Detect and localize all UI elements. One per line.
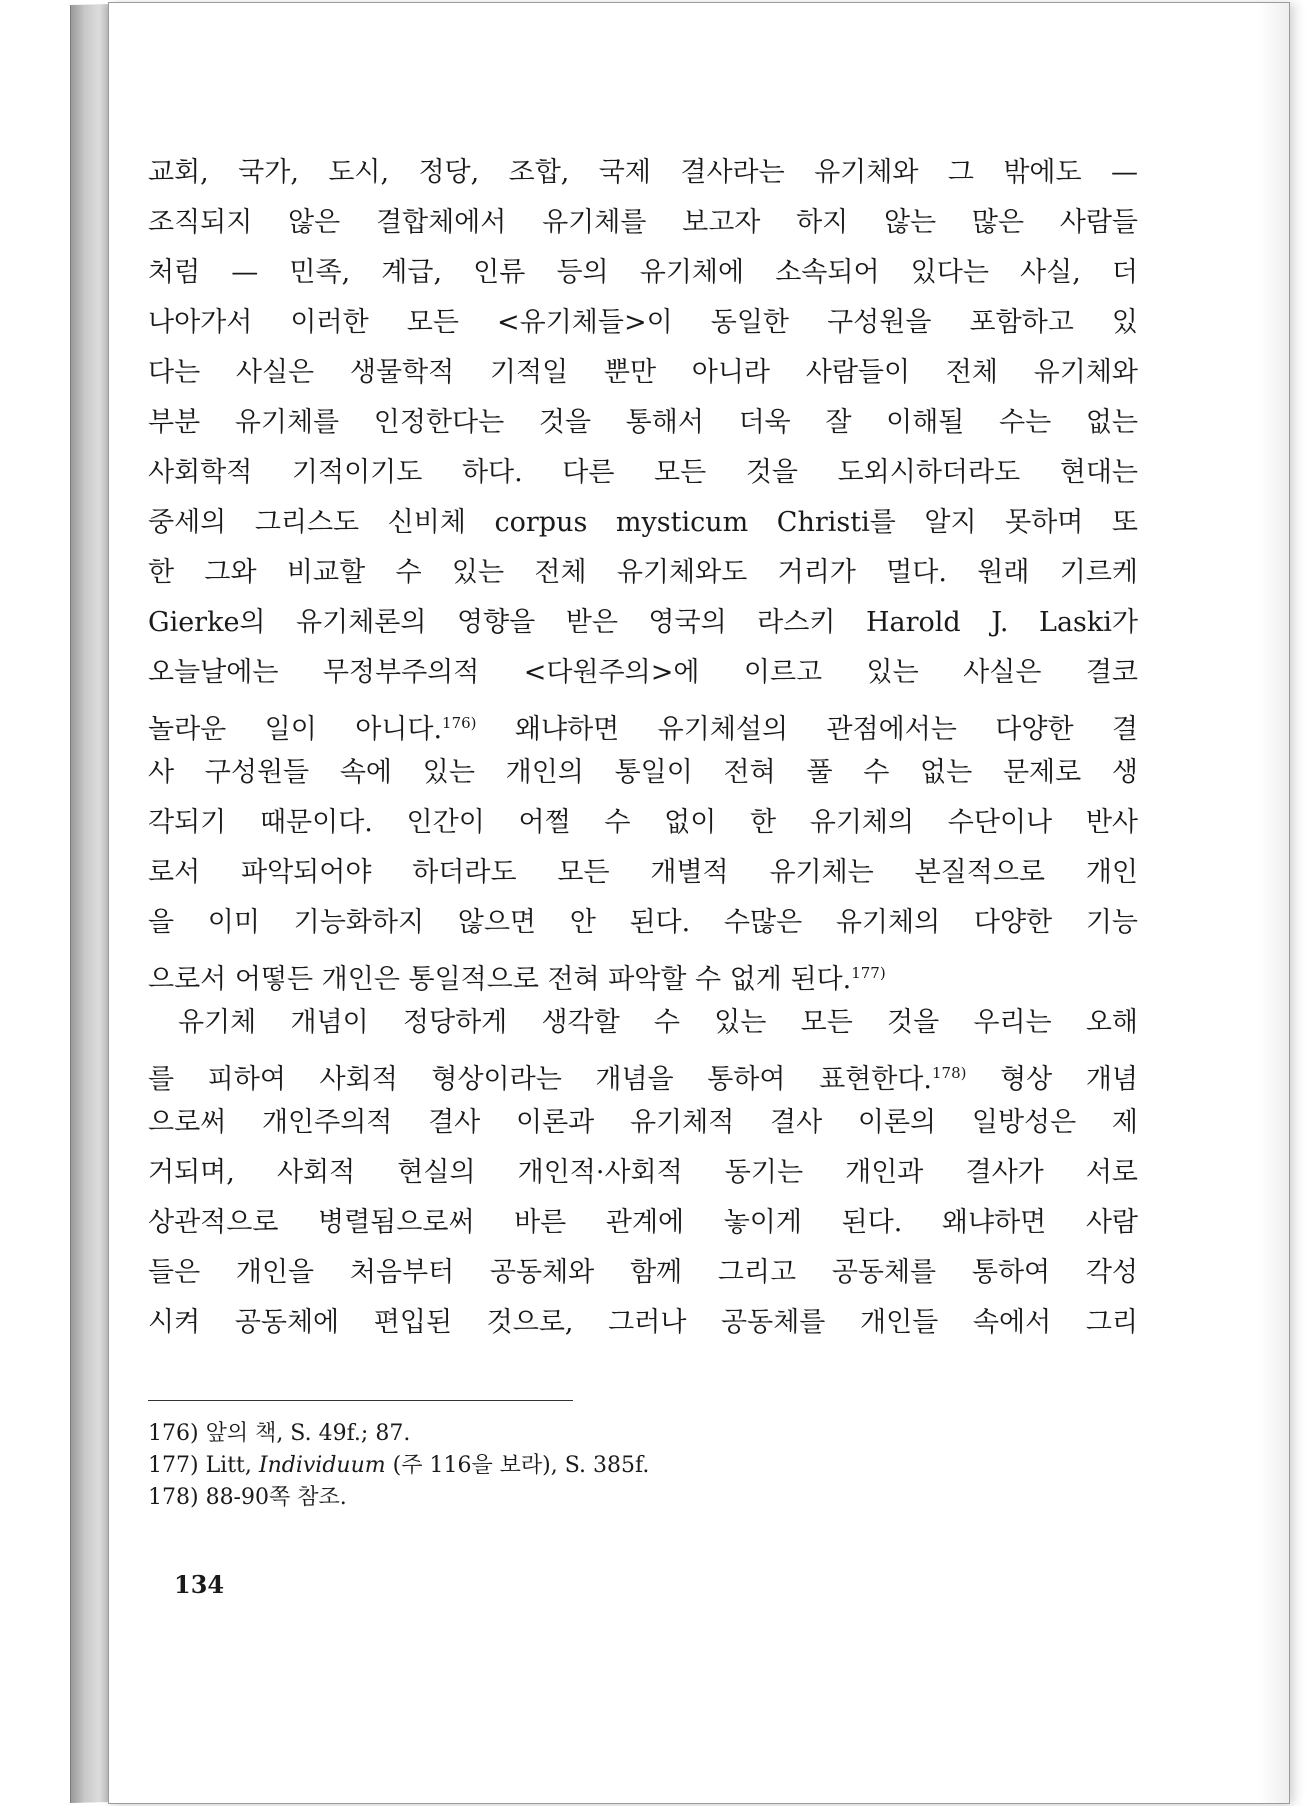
text-line: 나아가서 이러한 모든 <유기체들>이 동일한 구성원을 포함하고 있 bbox=[148, 307, 1138, 338]
text-line bbox=[148, 948, 1138, 998]
footnote-ref-176: 176) bbox=[442, 714, 477, 732]
text-line: 유기체 개념이 정당하게 생각할 수 있는 모든 것을 우리는 오해 bbox=[178, 1007, 1138, 1038]
text-line bbox=[148, 698, 1138, 748]
text-line: 으로써 개인주의적 결사 이론과 유기체적 결사 이론의 일방성은 제 bbox=[148, 1107, 1138, 1138]
text-line: 교회, 국가, 도시, 정당, 조합, 국제 결사라는 유기체와 그 밖에도 — bbox=[148, 157, 1138, 188]
text-segment: 놀라운 일이 아니다. bbox=[148, 714, 443, 745]
text-line: 거되며, 사회적 현실의 개인적·사회적 동기는 개인과 결사가 서로 bbox=[148, 1157, 1138, 1188]
text-line bbox=[148, 1048, 1138, 1098]
text-line: 사회학적 기적이기도 하다. 다른 모든 것을 도외시하더라도 현대는 bbox=[148, 457, 1138, 488]
text-segment: 를 피하여 사회적 형상이라는 개념을 통하여 표현한다. bbox=[148, 1064, 932, 1095]
footnote-text: (주 116을 보라), S. 385f. bbox=[385, 1453, 650, 1478]
body-text bbox=[148, 148, 1138, 1348]
text-segment: 으로서 어떻든 개인은 통일적으로 전혀 파악할 수 없게 된다. bbox=[148, 964, 852, 995]
book-spine bbox=[70, 4, 111, 1803]
text-line: 시켜 공동체에 편입된 것으로, 그러나 공동체를 개인들 속에서 그리 bbox=[148, 1307, 1138, 1338]
text-line: 부분 유기체를 인정한다는 것을 통해서 더욱 잘 이해될 수는 없는 bbox=[148, 407, 1138, 438]
page-number: 134 bbox=[174, 1570, 225, 1599]
footnote-178: 178) 88-90쪽 참조. bbox=[148, 1485, 347, 1510]
footnotes bbox=[148, 1418, 649, 1514]
text-line: 들은 개인을 처음부터 공동체와 함께 그리고 공동체를 통하여 각성 bbox=[148, 1257, 1138, 1288]
text-segment: 형상 개념 bbox=[966, 1064, 1138, 1095]
text-line: 을 이미 기능화하지 않으면 안 된다. 수많은 유기체의 다양한 기능 bbox=[148, 907, 1138, 938]
footnote-book-title: Individuum bbox=[258, 1453, 386, 1478]
footnote-divider bbox=[148, 1400, 573, 1401]
footnote-176: 176) 앞의 책, S. 49f.; 87. bbox=[148, 1421, 411, 1446]
text-line: 다는 사실은 생물학적 기적일 뿐만 아니라 사람들이 전체 유기체와 bbox=[148, 357, 1138, 388]
page-edge-shading bbox=[1259, 3, 1289, 1803]
text-line: Gierke의 유기체론의 영향을 받은 영국의 라스키 Harold J. Laski가 bbox=[148, 607, 1138, 638]
text-line: 각되기 때문이다. 인간이 어쩔 수 없이 한 유기체의 수단이나 반사 bbox=[148, 807, 1138, 838]
text-line: 조직되지 않은 결합체에서 유기체를 보고자 하지 않는 많은 사람들 bbox=[148, 207, 1138, 238]
footnote-ref-178: 178) bbox=[931, 1064, 967, 1082]
footnote-text: 177) Litt, bbox=[148, 1453, 259, 1478]
text-line: 상관적으로 병렬됨으로써 바른 관계에 놓이게 된다. 왜냐하면 사람 bbox=[148, 1207, 1138, 1238]
text-line: 중세의 그리스도 신비체 corpus mysticum Christi를 알지 못하며 또 bbox=[148, 507, 1138, 538]
text-line: 처럼 — 민족, 계급, 인류 등의 유기체에 소속되어 있다는 사실, 더 bbox=[148, 257, 1138, 288]
footnote-177 bbox=[148, 1450, 649, 1482]
text-segment: 왜냐하면 유기체설의 관점에서는 다양한 결 bbox=[476, 714, 1139, 745]
text-line: 로서 파악되어야 하더라도 모든 개별적 유기체는 본질적으로 개인 bbox=[148, 857, 1138, 888]
text-line: 한 그와 비교할 수 있는 전체 유기체와도 거리가 멀다. 원래 기르케 bbox=[148, 557, 1138, 588]
text-line: 사 구성원들 속에 있는 개인의 통일이 전혀 풀 수 없는 문제로 생 bbox=[148, 757, 1138, 788]
footnote-ref-177: 177) bbox=[851, 964, 886, 982]
text-line: 오늘날에는 무정부주의적 <다원주의>에 이르고 있는 사실은 결코 bbox=[148, 657, 1138, 688]
